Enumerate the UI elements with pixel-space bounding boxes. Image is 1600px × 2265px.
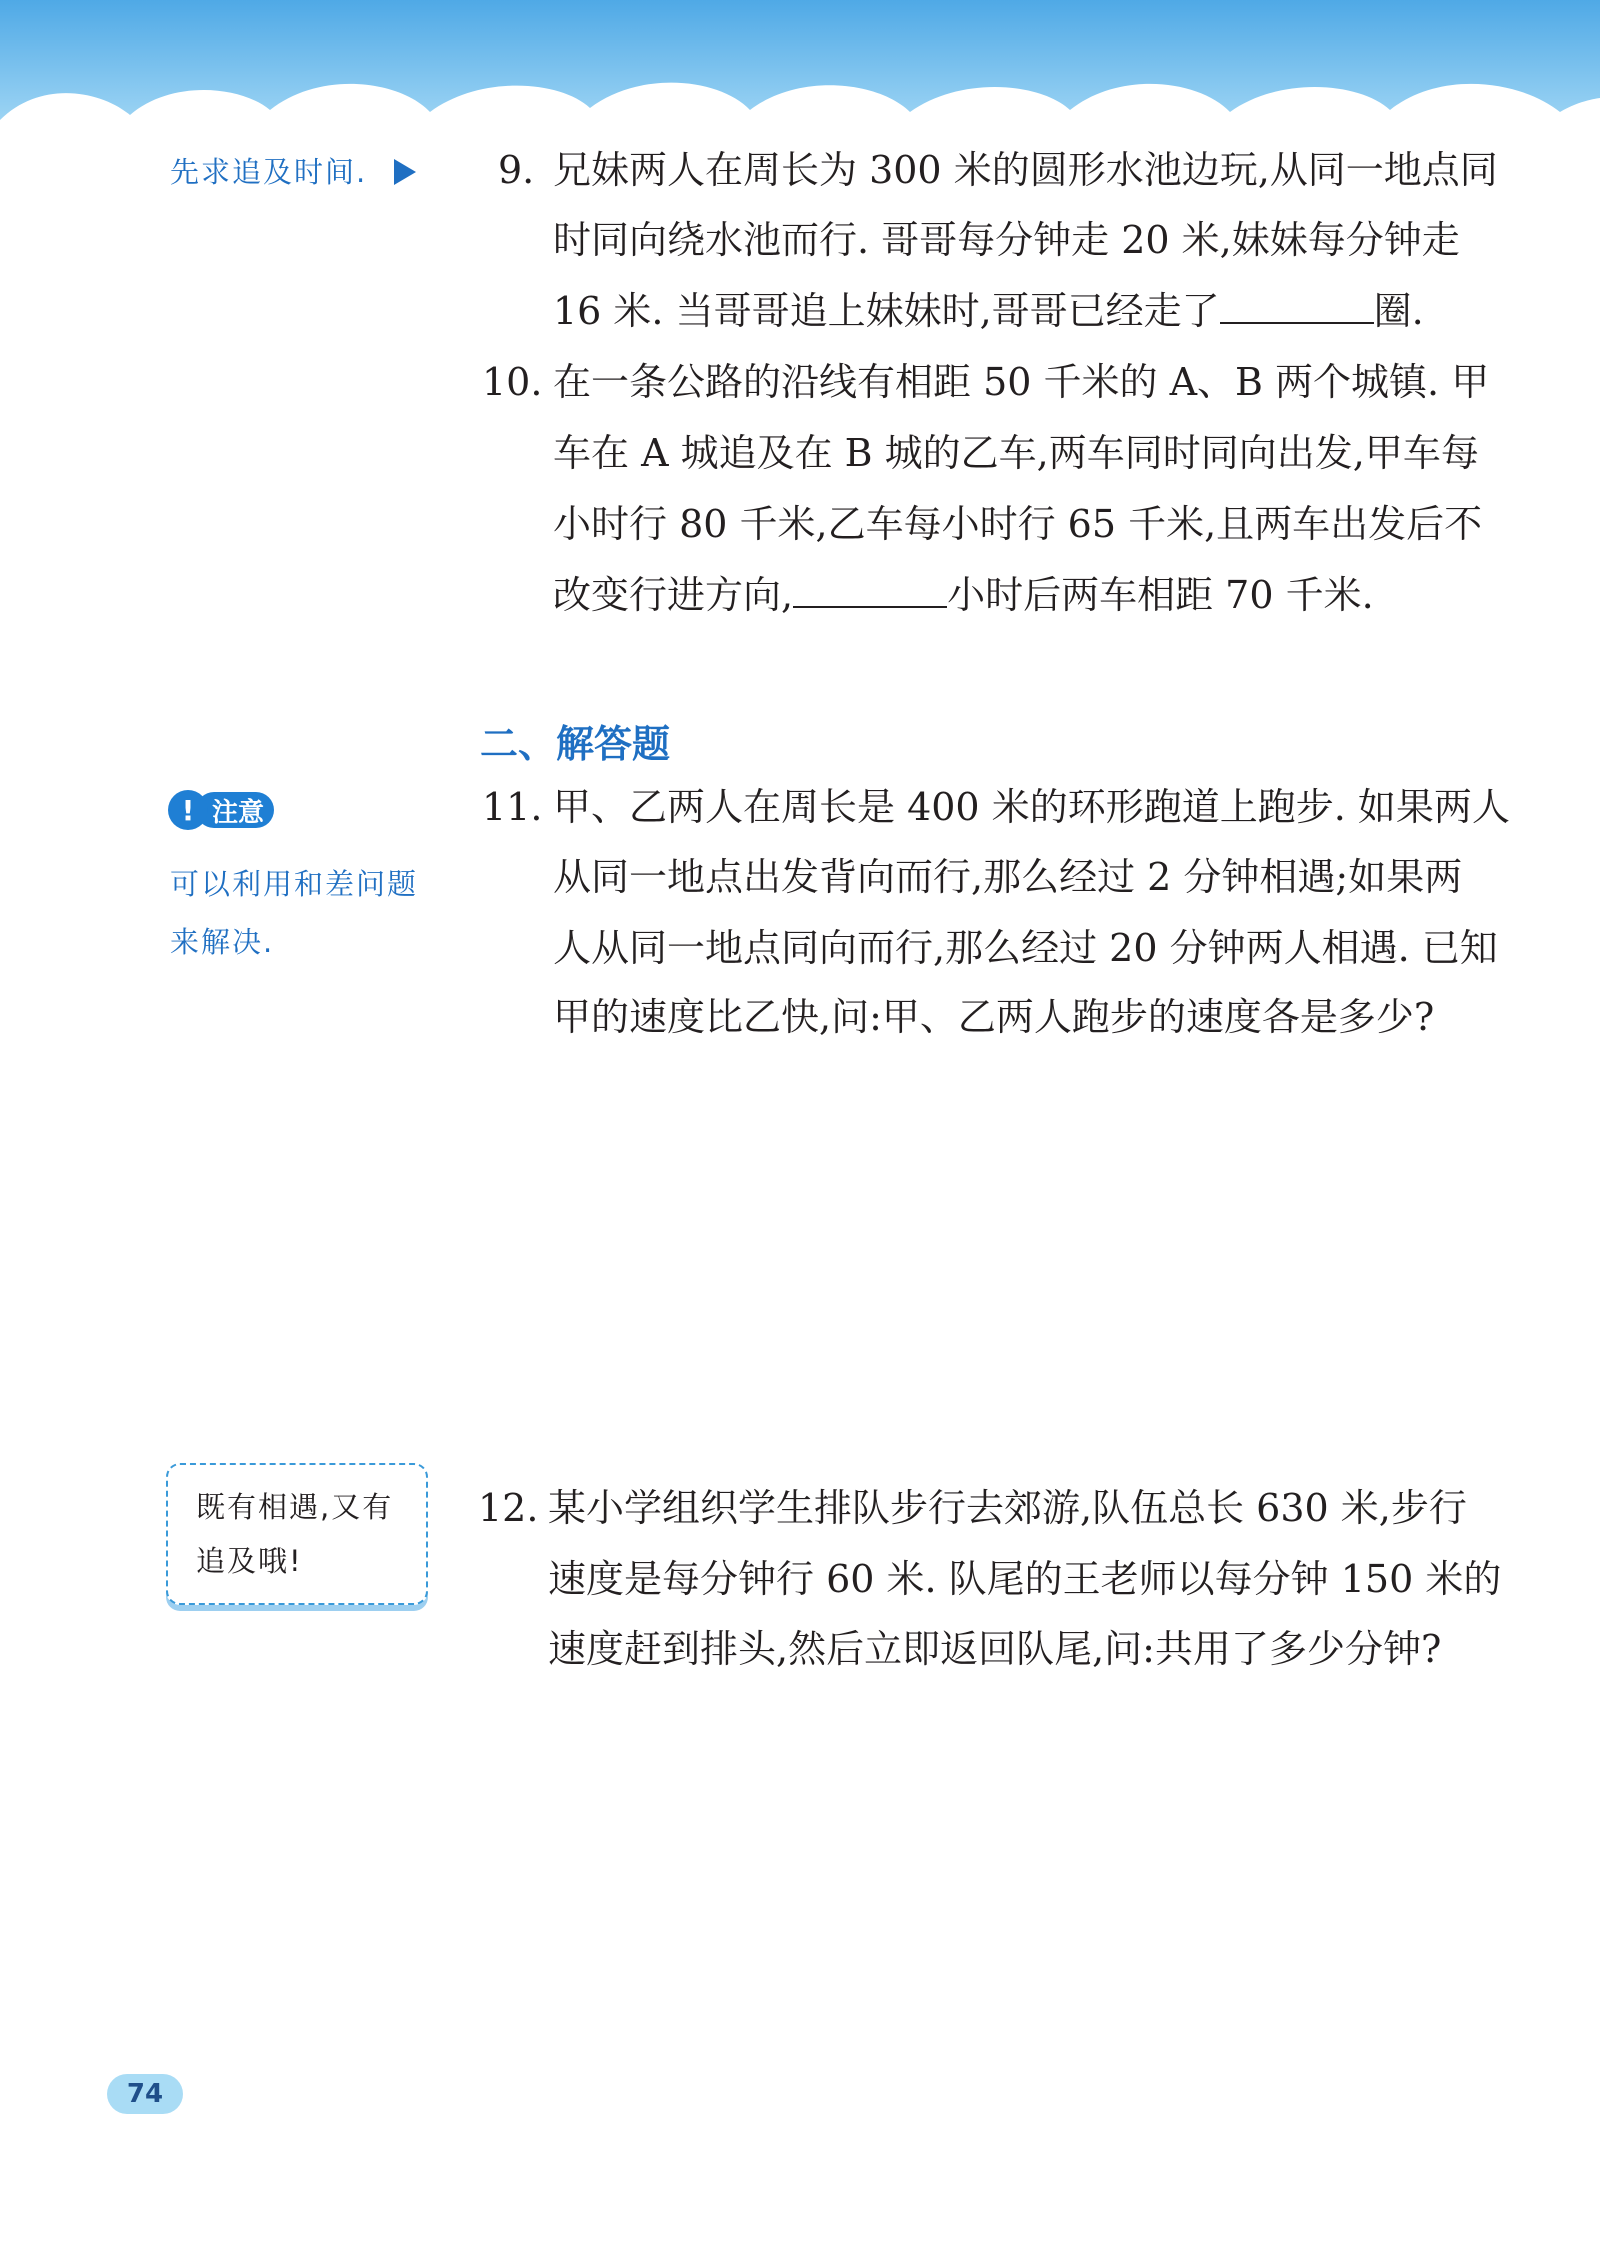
hint-q9 bbox=[170, 150, 416, 191]
q11-line-2: 从同一地点出发背向而行,那么经过 2 分钟相遇;如果两 bbox=[553, 855, 1463, 899]
answer-blank-q9[interactable] bbox=[1220, 320, 1374, 324]
notice-badge bbox=[168, 788, 290, 832]
q10-line-3: 小时行 80 千米,乙车每小时行 65 千米,且两车出发后不 bbox=[553, 502, 1483, 546]
q10-line-4-text-end: 小时后两车相距 70 千米. bbox=[947, 573, 1374, 617]
q9-line-3-unit: 圈. bbox=[1373, 289, 1424, 333]
tip-bubble bbox=[166, 1463, 428, 1605]
section-title-answer-questions: 二、解答题 bbox=[480, 722, 671, 766]
q9-line-3-text: 16 米. 当哥哥追上妹妹时,哥哥已经走了 bbox=[553, 289, 1220, 333]
q11-line-3: 人从同一地点同向而行,那么经过 20 分钟两人相遇. 已知 bbox=[553, 926, 1498, 970]
q10-line-1: 在一条公路的沿线有相距 50 千米的 A、B 两个城镇. 甲 bbox=[553, 360, 1490, 404]
notice-text-line-1: 可以利用和差问题 bbox=[170, 867, 419, 901]
tip-bubble-line-2: 追及哦! bbox=[196, 1544, 303, 1578]
q9-line-1: 兄妹两人在周长为 300 米的圆形水池边玩,从同一地点同 bbox=[553, 148, 1498, 192]
question-number-12: 12. bbox=[478, 1486, 539, 1530]
question-number-10: 10. bbox=[482, 360, 543, 404]
triangle-right-icon bbox=[394, 159, 416, 185]
question-number-9: 9. bbox=[498, 148, 535, 192]
answer-blank-q10[interactable] bbox=[793, 604, 947, 608]
notice-label: 注意 bbox=[196, 792, 274, 828]
q11-line-4: 甲的速度比乙快,问:甲、乙两人跑步的速度各是多少? bbox=[553, 995, 1435, 1039]
tip-bubble-line-1: 既有相遇,又有 bbox=[196, 1490, 394, 1524]
q12-line-2: 速度是每分钟行 60 米. 队尾的王老师以每分钟 150 米的 bbox=[548, 1557, 1502, 1601]
q10-line-4-text: 改变行进方向, bbox=[553, 573, 794, 617]
q12-line-3: 速度赶到排头,然后立即返回队尾,问:共用了多少分钟? bbox=[548, 1627, 1442, 1671]
q11-line-1: 甲、乙两人在周长是 400 米的环形跑道上跑步. 如果两人 bbox=[553, 785, 1510, 829]
page-number: 74 bbox=[107, 2074, 183, 2114]
q12-line-1: 某小学组织学生排队步行去郊游,队伍总长 630 米,步行 bbox=[548, 1486, 1467, 1530]
header-cloud-banner bbox=[0, 0, 1600, 140]
q9-line-3 bbox=[553, 289, 1424, 333]
q9-line-2: 时同向绕水池而行. 哥哥每分钟走 20 米,妹妹每分钟走 bbox=[553, 218, 1460, 262]
exclamation-icon: ! bbox=[168, 790, 208, 830]
q10-line-2: 车在 A 城追及在 B 城的乙车,两车同时同向出发,甲车每 bbox=[553, 431, 1479, 475]
hint-q9-text: 先求追及时间. bbox=[170, 155, 368, 189]
notice-text-line-2: 来解决. bbox=[170, 925, 275, 959]
question-number-11: 11. bbox=[482, 785, 543, 829]
q10-line-4 bbox=[553, 573, 1374, 617]
